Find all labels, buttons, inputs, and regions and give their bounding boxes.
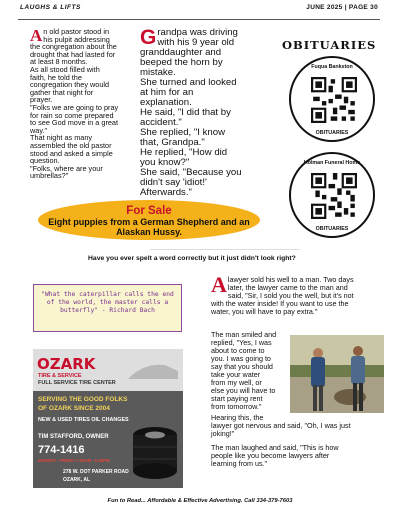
text-line: "Folks we are going to pray bbox=[30, 102, 119, 112]
text-line: beeped the horn by bbox=[140, 57, 223, 68]
text-line: you. I was going to bbox=[211, 354, 271, 363]
text-line: He said, "I did that by bbox=[140, 107, 231, 118]
ad-line-3: NEW & USED TIRES OIL CHANGES bbox=[38, 417, 129, 423]
text-line: joking!" bbox=[211, 429, 235, 438]
story-paragraph-3 bbox=[211, 414, 383, 438]
quote-text: "What the caterpillar calls the end of the world, the master calls a butterfly" - Richard Bach bbox=[41, 291, 174, 314]
seal-bottom-text: OBITUARIES bbox=[315, 130, 349, 136]
drop-cap: G bbox=[140, 26, 157, 49]
ad-phone[interactable]: 774-1416 bbox=[38, 444, 85, 456]
text-line: to see God move in a great bbox=[30, 118, 119, 128]
text-line: umbrellas?" bbox=[30, 171, 69, 181]
ozark-tire-ad[interactable] bbox=[33, 349, 183, 488]
joke-pastor bbox=[30, 28, 140, 180]
text-line: She said, "Because you bbox=[140, 167, 242, 178]
ad-address-2: OZARK, AL bbox=[63, 477, 91, 483]
ad-owner: TIM STAFFORD, OWNER bbox=[38, 434, 109, 440]
text-line: stood and asked a simple bbox=[30, 148, 113, 158]
text-line: from my well, or bbox=[211, 378, 262, 387]
text-line: said, "Sir, I sold you the well, but it's not bbox=[227, 291, 354, 300]
page-header bbox=[0, 0, 400, 18]
holman-funeral-home-seal[interactable] bbox=[289, 152, 375, 238]
text-line: learning from us." bbox=[211, 459, 268, 468]
text-line: question. bbox=[30, 156, 60, 166]
text-line: about to come to bbox=[211, 346, 265, 355]
ad-brand: OZARK bbox=[37, 355, 96, 373]
text-line: from tomorrow." bbox=[211, 402, 262, 411]
text-line: mistake. bbox=[140, 67, 176, 78]
text-line: "Folks, where are your bbox=[30, 163, 103, 173]
text-line: assembled the old pastor bbox=[30, 140, 112, 150]
text-line: at him for an bbox=[140, 87, 194, 98]
text-line: way." bbox=[30, 125, 48, 135]
tire-stack-icon bbox=[133, 427, 177, 479]
seal-top-text: Fuqua Bankston bbox=[311, 64, 353, 70]
text-line: water, you will have to pay extra." bbox=[211, 307, 318, 316]
footer: Fun to Read... Affordable & Effective Advertising. Call 334-379-7603 bbox=[107, 498, 293, 504]
ad-line-1: SERVING THE GOOD FOLKS bbox=[38, 396, 128, 403]
text-line: n old pastor stood in bbox=[43, 27, 109, 36]
text-line: She replied, "I know bbox=[140, 127, 225, 138]
text-line: Hearing this, the bbox=[211, 413, 264, 422]
text-line: replied, "Yes, I was bbox=[211, 338, 272, 347]
seal-top-text: Holman Funeral Home bbox=[303, 160, 361, 166]
ad-hours: MONDAY - FRIDAY 7:30AM - 5:30PM bbox=[38, 458, 110, 463]
text-line: prayer. bbox=[30, 95, 53, 105]
obituaries-title: OBITUARIES bbox=[282, 38, 377, 52]
story-line: later, the lawyer came to the man and bbox=[227, 283, 348, 292]
for-sale-title: For Sale bbox=[126, 205, 172, 217]
text-line: drought that had lasted for bbox=[30, 49, 116, 59]
quote-box bbox=[33, 284, 182, 332]
lawyer-story bbox=[211, 272, 383, 316]
joke-pastor-text bbox=[30, 28, 140, 180]
text-line: start paying rent bbox=[211, 394, 263, 403]
story-paragraph-2 bbox=[211, 331, 289, 411]
text-line: the congregation about the bbox=[30, 42, 117, 52]
story-line: lawyer sold his well to a man. Two days bbox=[227, 275, 354, 284]
ad-subtitle: TIRE & SERVICE bbox=[38, 373, 82, 379]
text-line: faith, he told the bbox=[30, 72, 82, 82]
text-line: That night as many bbox=[30, 133, 93, 143]
text-line: He replied, "How did bbox=[140, 147, 228, 158]
for-sale-box bbox=[38, 200, 260, 240]
text-line: say that you should bbox=[211, 362, 273, 371]
divider bbox=[150, 249, 300, 250]
text-line: lawyer got nervous and said, "Oh, I was just bbox=[211, 421, 351, 430]
text-line: Afterwards." bbox=[140, 187, 192, 198]
ad-subtitle-2: FULL SERVICE TIRE CENTER bbox=[38, 380, 116, 386]
text-line: didn't say 'idiot!' bbox=[140, 177, 207, 188]
issue-page: JUNE 2025 | PAGE 30 bbox=[306, 4, 378, 11]
question-line: Have you ever spelt a word correctly but it just didn't look right? bbox=[88, 255, 296, 262]
drop-cap: A bbox=[30, 26, 43, 45]
text-line: As all stood filled with bbox=[30, 64, 100, 74]
text-line: gather that night for bbox=[30, 87, 94, 97]
ad-address-1: 278 W. DOT PARKER ROAD bbox=[63, 469, 129, 475]
story-paragraph-4 bbox=[211, 444, 383, 468]
text-line: with the water inside! If you want to use the bbox=[211, 299, 349, 308]
qr-code-icon bbox=[311, 77, 357, 123]
text-line: else you will have to bbox=[211, 386, 276, 395]
text-line: She turned and looked bbox=[140, 77, 237, 88]
text-line: granddaughter and bbox=[140, 47, 222, 58]
for-sale-text: Eight puppies from a German Shepherd and an Alaskan Hussy. bbox=[48, 217, 250, 237]
ad-line-2: OF OZARK SINCE 2004 bbox=[38, 405, 110, 412]
seal-bottom-text: OBITUARIES bbox=[315, 226, 349, 232]
text-line: with his 9 year old bbox=[157, 37, 235, 48]
text-line: The man laughed and said, "This is how bbox=[211, 443, 339, 452]
text-line: his pulpit addressing bbox=[43, 34, 110, 44]
section-title: LAUGHS & LIFTS bbox=[20, 4, 81, 11]
text-line: at least 8 months. bbox=[30, 57, 88, 67]
text-line: for rain so come prepared bbox=[30, 110, 114, 120]
text-line: you know?" bbox=[140, 157, 190, 168]
text-line: randpa was driving bbox=[157, 27, 238, 38]
text-line: people like you become lawyers after bbox=[211, 451, 330, 460]
qr-code-icon bbox=[311, 173, 357, 219]
fuqua-bankston-seal[interactable] bbox=[289, 56, 375, 142]
drop-cap: A bbox=[211, 272, 227, 297]
two-men-photo bbox=[290, 335, 384, 413]
text-line: accident." bbox=[140, 117, 182, 128]
text-line: explanation. bbox=[140, 97, 192, 108]
header-rule bbox=[18, 19, 380, 20]
story-paragraph-1 bbox=[211, 292, 383, 316]
text-line: The man smiled and bbox=[211, 330, 277, 339]
text-line: congregation they would bbox=[30, 80, 110, 90]
joke-grandpa-text bbox=[140, 28, 270, 198]
text-line: that, Grandpa." bbox=[140, 137, 205, 148]
text-line: take your water bbox=[211, 370, 261, 379]
joke-grandpa bbox=[140, 28, 270, 198]
